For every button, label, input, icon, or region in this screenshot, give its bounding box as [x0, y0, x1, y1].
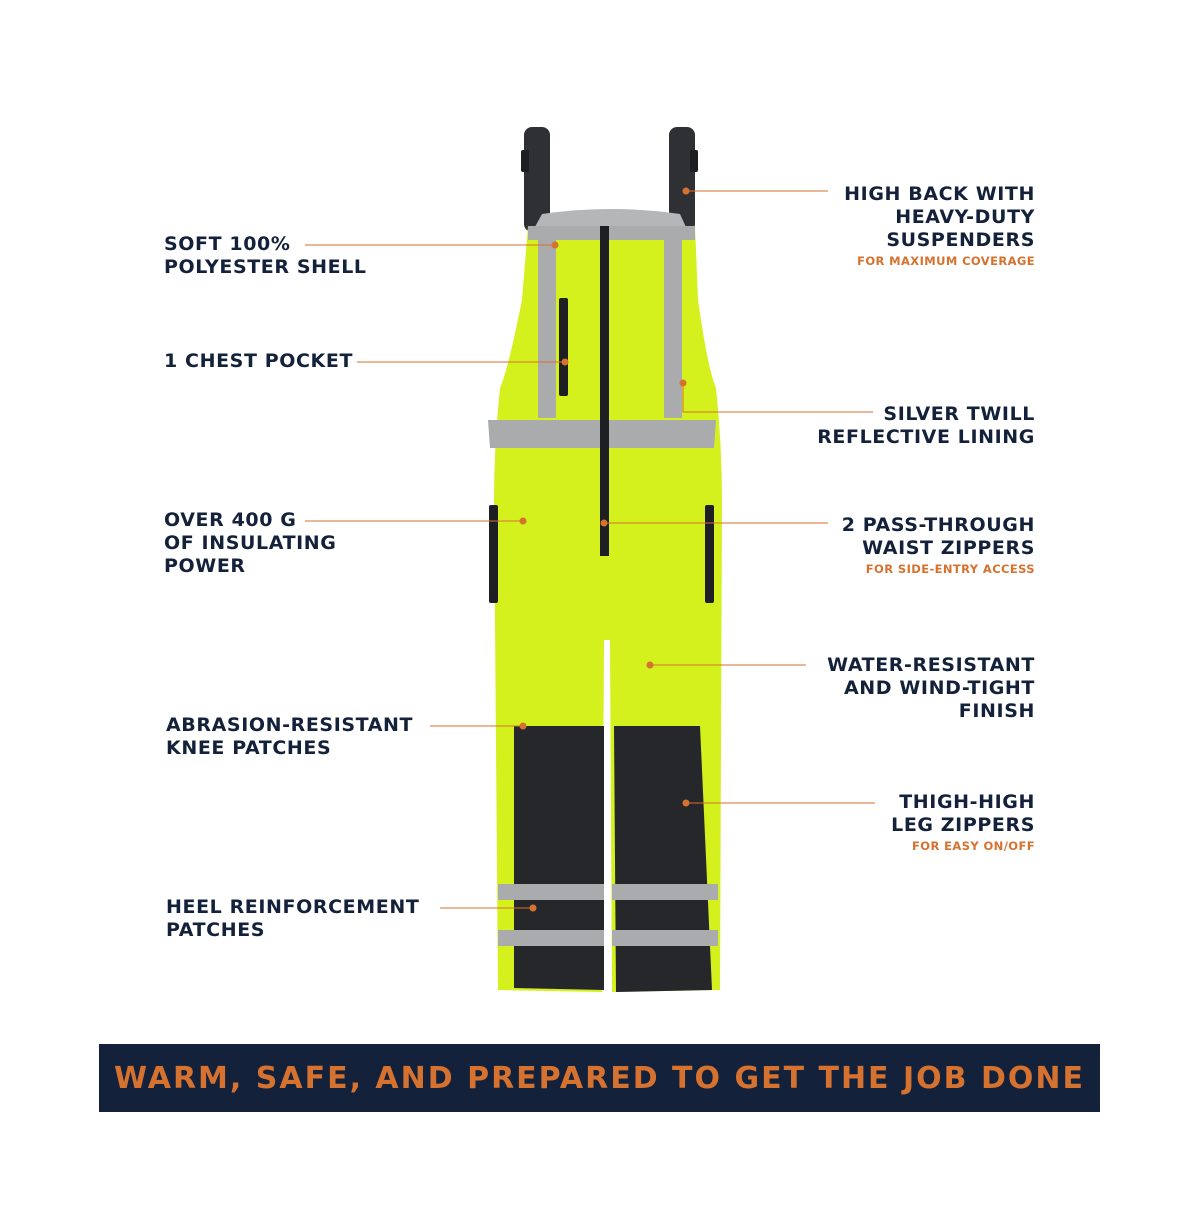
callout-water-resistant	[827, 654, 1035, 723]
leg-reflective-left-2	[498, 930, 604, 946]
callout-line: LEG ZIPPERS	[891, 814, 1035, 836]
callout-suspenders	[844, 183, 1035, 270]
callout-reflective-lining	[817, 403, 1035, 449]
callout-subtext: FOR SIDE-ENTRY ACCESS	[865, 562, 1035, 576]
callout-line: WATER-RESISTANT	[827, 654, 1035, 676]
leg-reflective-left-1	[498, 884, 604, 900]
callout-knee-patches	[166, 714, 413, 760]
callout-line: THIGH-HIGH	[899, 791, 1035, 813]
callout-line: POLYESTER SHELL	[164, 256, 367, 278]
callout-line: PATCHES	[166, 919, 266, 941]
callout-waist-zippers	[842, 514, 1035, 578]
waist-zipper-right	[705, 505, 714, 603]
reflective-strip-right	[664, 226, 682, 418]
callout-line: SOFT 100%	[164, 233, 291, 255]
callout-line: SUSPENDERS	[886, 229, 1035, 251]
callout-leg-zippers	[891, 791, 1035, 855]
callout-line: ABRASION-RESISTANT	[166, 714, 414, 736]
chest-pocket-zipper	[559, 298, 568, 396]
callout-line: HIGH BACK WITH	[844, 183, 1035, 205]
callout-heel-patches	[166, 896, 419, 942]
callout-chest-pocket	[164, 350, 353, 373]
waist-zipper-left	[489, 505, 498, 603]
callout-line: WAIST ZIPPERS	[862, 537, 1035, 559]
callout-line: OVER 400 G	[164, 509, 297, 531]
knee-patch-left	[514, 726, 604, 990]
knee-patch-right	[614, 726, 712, 992]
callout-line: OF INSULATING	[164, 532, 337, 554]
center-zipper	[600, 226, 609, 556]
callout-line: KNEE PATCHES	[166, 737, 332, 759]
callout-line: REFLECTIVE LINING	[817, 426, 1035, 448]
reflective-strip-left	[538, 226, 556, 418]
reflective-top-band	[528, 226, 695, 240]
callout-line: AND WIND-TIGHT	[843, 677, 1035, 699]
callout-line: HEEL REINFORCEMENT	[166, 896, 420, 918]
leg-reflective-right-2	[612, 930, 718, 946]
callout-line: HEAVY-DUTY	[895, 206, 1035, 228]
callout-polyester-shell	[164, 233, 367, 279]
callout-insulation	[164, 509, 337, 578]
callout-line: POWER	[164, 555, 246, 577]
leg-reflective-right-1	[612, 884, 718, 900]
callout-line: SILVER TWILL	[883, 403, 1035, 425]
callout-subtext: FOR MAXIMUM COVERAGE	[857, 254, 1035, 268]
callout-subtext: FOR EASY ON/OFF	[912, 839, 1035, 853]
callout-line: 2 PASS-THROUGH	[841, 514, 1035, 536]
tagline-text: WARM, SAFE, AND PREPARED TO GET THE JOB DONE	[114, 1060, 1085, 1096]
tagline-banner	[99, 1044, 1100, 1112]
callout-line: FINISH	[958, 700, 1035, 722]
callout-line: 1 CHEST POCKET	[164, 350, 354, 372]
